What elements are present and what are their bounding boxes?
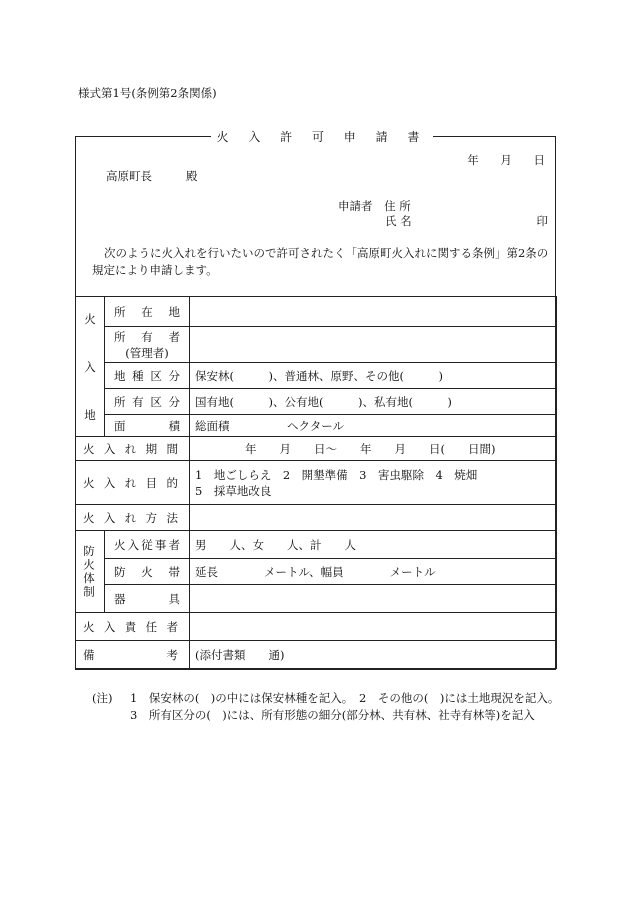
ownership-field[interactable]: 国有地( )、公有地( )、私有地( ) xyxy=(190,389,557,415)
applicant-address[interactable] xyxy=(338,198,411,214)
row-workers xyxy=(76,531,557,559)
owner-label: 所 有 者 (管理者) xyxy=(105,327,190,363)
firebreak-label: 防 火 帯 xyxy=(105,559,190,585)
row-owner xyxy=(76,327,557,363)
row-remarks xyxy=(76,641,557,669)
seal-mark: 印 xyxy=(536,214,548,228)
fire-prevention-group-label: 防火体制 xyxy=(76,531,105,613)
row-responsible xyxy=(76,613,557,641)
row-location xyxy=(76,297,557,327)
row-equipment xyxy=(76,585,557,613)
period-field[interactable]: 年 月 日〜 年 月 日( 日間) xyxy=(190,437,557,461)
row-area xyxy=(76,415,557,437)
purpose-field[interactable]: 1 地ごしらえ 2 開墾準備 3 害虫駆除 4 焼畑 5 採草地改良 xyxy=(190,461,557,505)
equipment-field[interactable] xyxy=(190,585,557,613)
purpose-label: 火 入 れ 目 的 xyxy=(76,461,190,505)
method-field[interactable] xyxy=(190,505,557,531)
notes-label: (注) xyxy=(92,691,113,705)
owner-field[interactable] xyxy=(190,327,557,363)
applicant-label: 申請者 xyxy=(338,199,373,213)
land-group-label: 火 入 地 xyxy=(76,297,105,437)
date-line[interactable]: 年 月 日 xyxy=(467,153,545,167)
remarks-field[interactable]: (添付書類 通) xyxy=(190,641,557,669)
area-label: 面 積 xyxy=(105,415,190,437)
name-label: 氏 名 xyxy=(385,214,412,228)
honorific: 殿 xyxy=(186,169,198,183)
ownership-label: 所 有 区 分 xyxy=(105,389,190,415)
location-field[interactable] xyxy=(190,297,557,327)
row-ownership xyxy=(76,389,557,415)
row-period xyxy=(76,437,557,461)
row-method xyxy=(76,505,557,531)
workers-field[interactable]: 男 人、女 人、計 人 xyxy=(190,531,557,559)
period-label: 火 入 れ 期 間 xyxy=(76,437,190,461)
zone-label: 地 種 区 分 xyxy=(105,363,190,389)
firebreak-field[interactable]: 延長 メートル、幅員 メートル xyxy=(190,559,557,585)
address-label: 住 所 xyxy=(384,199,411,213)
addressee: 高原町長 xyxy=(106,169,152,183)
form-title: 火 入 許 可 申 請 書 xyxy=(0,128,630,145)
workers-label: 火 入 従 事 者 xyxy=(105,531,190,559)
application-body-text: 次のように火入れを行いたいので許可されたく「高原町火入れに関する条例」第2条の規定により申請します。 xyxy=(92,246,549,277)
equipment-label: 器 具 xyxy=(105,585,190,613)
method-label: 火 入 れ 方 法 xyxy=(76,505,190,531)
responsible-field[interactable] xyxy=(190,613,557,641)
form-number: 様式第1号(条例第2条関係) xyxy=(78,86,217,100)
row-purpose xyxy=(76,461,557,505)
application-table xyxy=(75,296,557,669)
notes xyxy=(92,690,566,724)
location-label: 所 在 地 xyxy=(105,297,190,327)
row-firebreak xyxy=(76,559,557,585)
zone-field[interactable]: 保安林( )、普通林、原野、その他( ) xyxy=(190,363,557,389)
remarks-label: 備 考 xyxy=(76,641,190,669)
area-field[interactable]: 総面積 ヘクタール xyxy=(190,415,557,437)
row-zone xyxy=(76,363,557,389)
notes-text: 1 保安林の( )の中には保安林種を記入。 2 その他の( )には土地現況を記入。 3 所有区分の( )には、所有形態の細分(部分林、共有林、社寺有林等)を記入 xyxy=(130,691,566,722)
responsible-label: 火 入 責 任 者 xyxy=(76,613,190,641)
